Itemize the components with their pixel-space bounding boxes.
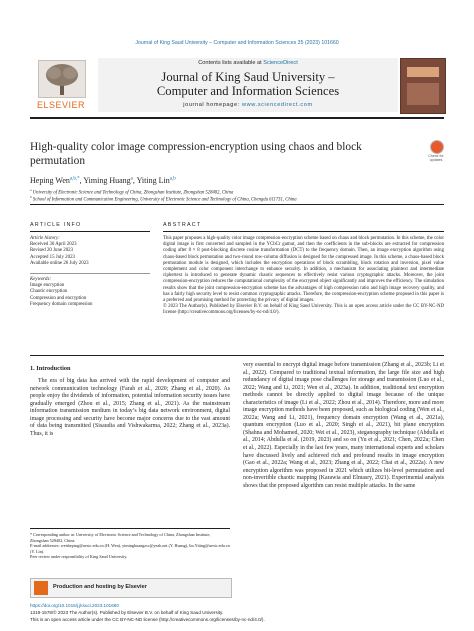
abstract-rule — [163, 231, 444, 232]
abstract-body — [163, 236, 444, 317]
journal-reference[interactable]: Journal of King Saud University – Computer and Information Sciences 35 (2023) 101660 — [135, 40, 339, 46]
footnotes — [30, 532, 230, 560]
cover-panel — [407, 83, 439, 105]
author-name[interactable]: Yiting Lin — [136, 176, 170, 185]
article-title: High-quality color image compression-encryption using chaos and block permutation — [30, 141, 362, 167]
elsevier-small-logo-icon — [34, 581, 48, 595]
keyword-item: Image encryption — [30, 283, 65, 289]
keyword-item: Chaotic encryption — [30, 289, 68, 295]
affiliation-sup: b — [30, 195, 32, 199]
keyword-item: Compression and encryption — [30, 295, 87, 301]
history-item: Accepted 15 July 2023 — [30, 254, 75, 260]
journal-title — [98, 70, 398, 98]
author-list: Heping Wen$^{a,b,*}$, Yiming Huang$^a$, Yiting Lin$^{a,b}$ — [30, 176, 176, 185]
homepage-prefix: journal homepage: — [183, 102, 242, 108]
info-rule — [30, 231, 150, 232]
affiliation-sup: a — [30, 188, 32, 192]
affiliation-text: School of Information and Communication Engineering, University of Electronic Science and Technology of China, Chengdu 611731, China — [32, 197, 297, 203]
doi-link[interactable]: https://doi.org/10.1016/j.jksuci.2023.101660 — [30, 603, 119, 608]
author-name[interactable]: Yiming Huang — [83, 176, 131, 185]
issn-line: 1319-1578/© 2023 The Author(s). Published by Elsevier B.V. on behalf of King Saud University. — [30, 610, 224, 615]
keywords — [30, 277, 130, 308]
abstract-heading: ABSTRACT — [163, 222, 202, 228]
journal-homepage — [98, 102, 398, 108]
license-line[interactable]: This is an open access article under the CC BY-NC-ND license (http://creativecommons.org/licenses/by-nc-nd/4.0/). — [30, 617, 265, 622]
author-sup[interactable]: a,b,* — [69, 176, 80, 182]
article-history — [30, 236, 130, 267]
footnote-rule — [30, 528, 230, 529]
keyword-item: Frequency domain compression — [30, 301, 93, 307]
section-rule — [30, 204, 444, 205]
intro-heading: 1. Introduction — [30, 365, 71, 372]
check-updates-icon — [430, 140, 444, 154]
elsevier-wordmark: ELSEVIER — [36, 100, 86, 110]
elsevier-logo — [30, 58, 92, 114]
homepage-link[interactable]: www.sciencedirect.com — [241, 102, 313, 108]
contents-prefix: Contents lists available at — [198, 60, 264, 66]
contents-line — [98, 60, 398, 66]
history-item: Revised 20 June 2023 — [30, 248, 74, 254]
sciencedirect-link[interactable]: ScienceDirect — [263, 60, 298, 66]
journal-header — [98, 58, 398, 112]
email-addresses[interactable]: E-mail addresses: wenheping@uestc.edu.cn (H. Wen), yiminghuangzsc@yeah.net (Y. Huang), lin.Yiting@uestc.edu.cn (Y. Lin). — [30, 543, 230, 554]
abstract-bottom-rule — [30, 355, 444, 356]
article-info-heading: ARTICLE INFO — [30, 222, 82, 228]
production-text: Production and hosting by Elsevier — [53, 584, 147, 590]
peer-review-note: Peer review under responsibility of King Saud University. — [30, 554, 128, 560]
journal-title-line1: Journal of King Saud University – — [161, 70, 335, 84]
author-name[interactable]: Heping Wen — [30, 176, 70, 185]
production-box — [30, 578, 232, 598]
affiliation — [30, 194, 444, 204]
elsevier-tree-icon — [38, 60, 86, 98]
corresponding-author-note: * Corresponding author at: University of Electronic Science and Technology of China, Zhongshan Institute, Zhongshan 528402, China. — [30, 532, 211, 543]
author-sup[interactable]: a,b — [169, 176, 176, 182]
header-rule — [30, 117, 444, 119]
info-divider — [30, 273, 150, 274]
check-for-updates-badge[interactable] — [428, 140, 444, 162]
history-label: Article history: — [30, 236, 60, 241]
intro-right-paragraph: very essential to encrypt digital image before transmission (Zhang et al., 2023b; Li et al., 2022). Compared to traditional textual information, the large file size and high redundancy of digital image pose challenges for storage and transmission (Luo et al., 2022; Wang and Li, 2021; Wen et al., 2023a). In addition, traditional text encryption methods cannot be directly applied to digital image because of the unique characteristics of image (Li et al., 2022; Zhou et al., 2014). Therefore, more and more image encryption methods have been proposed, such as biological coding (Wen et al., 2022a; Wang and Li, 2021), frequency domain encryption (Wang et al., 2021a), quantum encryption (Luo et al., 2020; Singh et al., 2021), bit plane encryption (Shahna and Mohamed, 2020; Wei et al., 2023), steganography technique (Abdulla et al., 2014; Abdulla et al. (2019, 2023) and so on (Yu et al., 2021; Chen, 2022a; Chen et al., 2022). Especially in the last few years, many international experts and scholars have discussed lively and achieved rich and profound results in image encryption (Gao et al., 2022a; Wang et al., 2023; Zhang et al., 2022; Chai et al., 2022a). A new encryption algorithm was proposed in 2021 which utilizes bit-level permutation and non-invertible chaotic mapping (Karawia and Elmasry, 2021). Experimental analysis shows that the proposed algorithm can resist multiple attacks. In the same — [243, 362, 444, 489]
history-item: Received 30 April 2023 — [30, 242, 77, 248]
abstract-text: This paper proposes a high-quality color image compression-encryption scheme based on chaos and block permutation. In this scheme, the color digital image is first converted and sampled in the YCbCr gamut, and then the coefficients in the sub-blocks are extracted for compression coding after 8 × 8 post-blocking discrete cosine transformation (DCT) to the frequency domain. Then, an image encryption algorithm using chaos-based block permutation and two-round row-column diffusion is designed for the compressed image. In this scheme, a chaos-based block permutation module is designed, which includes the encryption operations of block scrambling, block rotation and inversion, pixel value complement and color component interchange to enhance security. In addition, a mechanism for associating plaintext and intermediate ciphertext is introduced to generate dynamic chaotic sequences to effectively resist various cryptographic attacks. Moreover, the joint compression-encryption reduces the computational complexity of the encrypted object significantly and improves the efficiency. The simulation results show that the joint compression-encryption scheme has the advantages of high compression ratio and high image recovery quality, and has a fairly high security level to resist common cryptographic attacks. Therefore, the compression-encryption scheme proposed in this paper is a preferred and promising method for protecting the privacy of digital images. — [163, 236, 444, 304]
author-sup[interactable]: a — [130, 176, 133, 182]
affiliation-text: University of Electronic Science and Technology of China, Zhongshan Institute, Zhongshan 528402, China — [32, 190, 234, 196]
cover-band — [407, 67, 439, 77]
intro-left-paragraph: The era of big data has arrived with the rapid development of computer and network communication technology (Farah et al., 2020; Zhang et al., 2020). As people enjoy the dividends of information, potential information security issues have gradually emerged (Zhou et al., 2015; Zhang et al., 2021). As the mainstream information transmission medium in today’s big data network environment, digital image processing and security have become major concerns due to the vast amount of data being transmitted (Sisaudia and Vishwakarma, 2022; Zhang et al., 2023a). Thus, it is — [30, 378, 230, 437]
abstract-copyright: © 2023 The Author(s). Published by Elsevier B.V. on behalf of King Saud University. This is an open access article under the CC BY-NC-ND license (http://creativecommons.org/licenses/by-nc-nd/4.0/). — [163, 304, 444, 316]
journal-cover-thumbnail[interactable] — [400, 58, 446, 114]
journal-title-line2: Computer and Information Sciences — [156, 84, 340, 98]
check-updates-label: Check for updates — [428, 154, 444, 162]
keywords-label: Keywords: — [30, 277, 52, 282]
history-item: Available online 26 July 2023 — [30, 260, 89, 266]
